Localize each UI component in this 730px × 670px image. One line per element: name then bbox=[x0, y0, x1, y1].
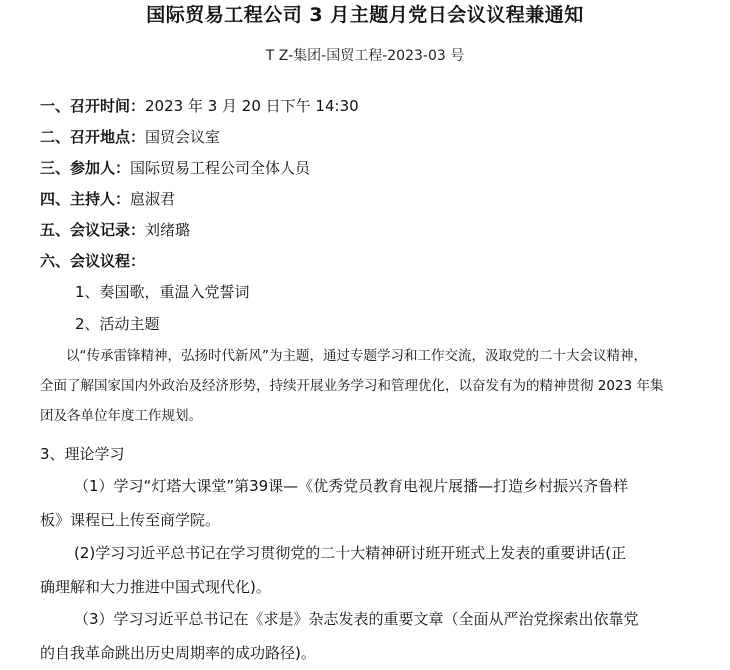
theme-line-1: 以“传承雷锋精神，弘扬时代新风”为主题，通过专题学习和工作交流，汲取党的二十大会议精神， bbox=[66, 348, 647, 364]
study-1-line-2: 板》课程已上传至商学院。 bbox=[40, 511, 221, 529]
study-item-3 bbox=[40, 602, 700, 670]
recorder-value: 刘绪璐 bbox=[145, 221, 191, 239]
participants-value: 国际贸易工程公司全体人员 bbox=[130, 159, 311, 177]
study-1-line-1: （1）学习“灯塔大课堂”第39课—《优秀党员教育电视片展播—打造乡村振兴齐鲁样 bbox=[74, 477, 629, 495]
document-title: 国际贸易工程公司 3 月主题月党日会议议程兼通知 bbox=[146, 4, 584, 26]
agenda-item-study: 3、理论学习 bbox=[40, 445, 125, 463]
document-number: T Z-集团-国贸工程-2023-03 号 bbox=[265, 48, 465, 64]
participants-label: 三、参加人： bbox=[40, 159, 131, 177]
study-3-line-1: （3）学习习近平总书记在《求是》杂志发表的重要文章（全面从严治党探索出依靠党 bbox=[74, 610, 639, 628]
agenda-row bbox=[40, 250, 145, 271]
study-2-line-2: 确理解和大力推进中国式现代化)。 bbox=[40, 578, 271, 596]
meeting-time-label: 一、召开时间： bbox=[40, 97, 146, 115]
agenda-label: 六、会议议程： bbox=[40, 252, 146, 270]
host-label: 四、主持人： bbox=[40, 190, 131, 208]
recorder-label: 五、会议记录： bbox=[40, 221, 146, 239]
meeting-place-row bbox=[40, 126, 220, 147]
study-3-line-2: 的自我革命跳出历史周期率的成功路径)。 bbox=[40, 644, 316, 662]
study-item-1 bbox=[40, 469, 700, 537]
host-value: 扈淑君 bbox=[130, 190, 176, 208]
recorder-row bbox=[40, 219, 190, 240]
meeting-time-value: 2023 年 3 月 20 日下午 14:30 bbox=[145, 97, 359, 115]
meeting-place-value: 国贸会议室 bbox=[145, 128, 221, 146]
theme-line-2: 全面了解国家国内外政治及经济形势，持续开展业务学习和管理优化，以奋发有为的精神贯彻 2023 年集 bbox=[40, 378, 664, 394]
theme-line-3: 团及各单位年度工作规划。 bbox=[40, 408, 202, 424]
host-row bbox=[40, 188, 175, 209]
agenda-item-theme: 2、活动主题 bbox=[75, 315, 160, 333]
meeting-place-label: 二、召开地点： bbox=[40, 128, 146, 146]
meeting-time-row bbox=[40, 95, 359, 116]
study-item-2 bbox=[40, 536, 700, 604]
agenda-item-anthem: 1、奏国歌，重温入党誓词 bbox=[75, 283, 250, 301]
theme-paragraph bbox=[40, 341, 700, 431]
participants-row bbox=[40, 157, 310, 178]
study-2-line-1: (2)学习习近平总书记在学习贯彻党的二十大精神研讨班开班式上发表的重要讲话(正 bbox=[74, 544, 627, 562]
